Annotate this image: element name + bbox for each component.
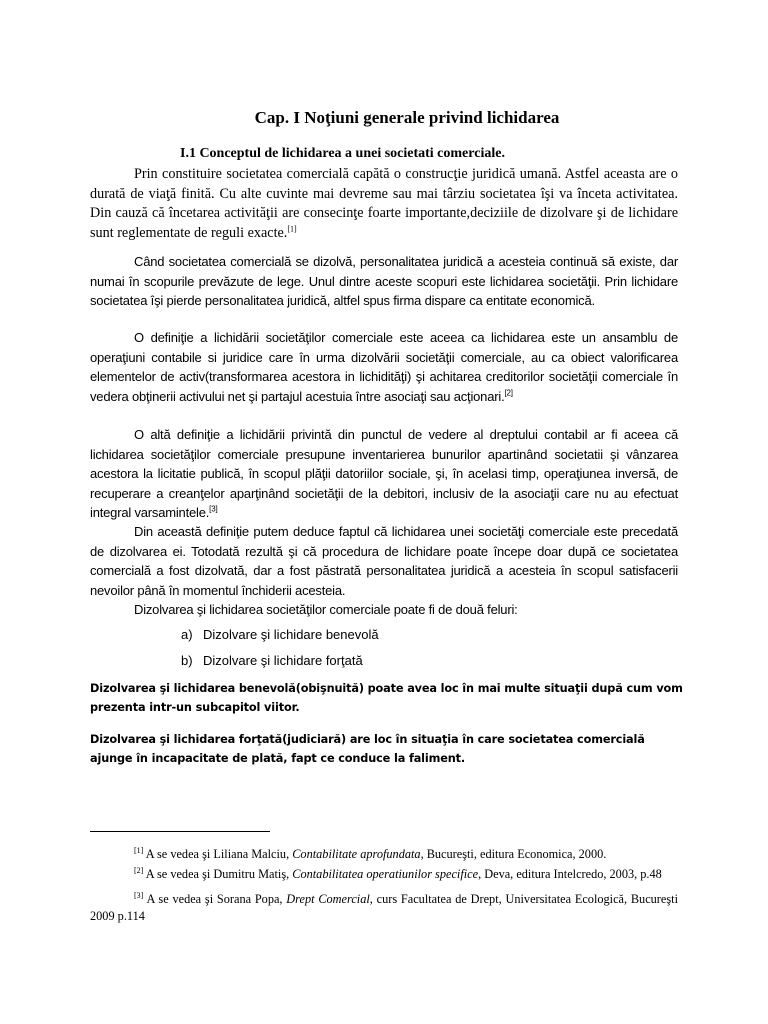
footnote-1-ref[interactable]: [1] [134,845,144,855]
footnote-2-pre: A se vedea şi Dumitru Matiş, [145,867,293,881]
footnote-1 [90,846,678,863]
paragraph-5: Din această definiţie putem deduce faptul că lichidarea unei societăţi comerciale este precedată de dizolvarea ei. Totodată rezultă şi că procedura de lichidare poate începe doar după ce societatea comercială a fost dizolvată, dar a fost păstrată personalitatea juridică a acesteia în scopul satisfacerii nevoilor până în momentul închiderii acesteia. [90,524,678,598]
footnote-1-pre: A se vedea şi Liliana Malciu, [145,847,293,861]
note-benevola: Dizolvarea şi lichidarea benevolă(obişnuită) poate avea loc în mai multe situaţii după cum vom prezenta intr-un subcapitol viitor. [90,682,683,714]
list-item-text: Dizolvare şi lichidare benevolă [203,627,379,642]
paragraph-4 [90,425,678,523]
paragraph-6: Dizolvarea şi lichidarea societăţilor comerciale poate fi de două feluri: [134,602,518,617]
footnote-3-title: Drept Comercial [286,892,370,906]
list-item [181,627,379,642]
footnote-separator [90,831,270,832]
note-fortata: Dizolvarea şi lichidarea forţată(judiciară) are loc în situaţia în care societatea comercială ajunge în incapacitate de plată, fapt ce conduce la faliment. [90,733,645,765]
footnote-1-title: Contabilitate aprofundata [292,847,421,861]
list-item-label: b) [181,653,193,668]
footnote-ref-1[interactable]: [1] [287,223,297,233]
footnote-3-pre: A se vedea şi Sorana Popa, [146,892,287,906]
footnote-1-post: , Bucureşti, editura Economica, 2000. [420,847,607,861]
paragraph-4-text: O altă definiţie a lichidării privintă din punctul de vedere al dreptului contabil ar fi aceea că lichidarea societăţilor comerciale presupune inventarierea bunurilor apartinând societatii şi vânzarea acestora la licitatie publică, în scopul plăţii datoriilor sociale, şi, în acelasi timp, operaţiunea inversă, de recuperare a creanţelor aparţinând societăţii de la debitori, inclusiv de la asociaţii care nu au efectuat integral varsamintele. [90,427,678,520]
paragraph-3 [90,328,678,406]
paragraph-3-text: O definiţie a lichidării societăţilor comerciale este aceea ca lichidarea este un ansamblu de operaţiuni contabile si juridice care în urma dizolvării societăţii comerciale, au ca obiect valorificarea elementelor de activ(transformarea acestora in lichidităţi) şi achitarea creditorilor societăţii comerciale în vedera obţinerii activului net şi partajul acestuia între asociaţi sau acţionari. [90,330,678,404]
footnote-ref-3[interactable]: [3] [209,504,218,514]
chapter-title: Cap. I Noţiuni generale privind lichidarea [254,108,560,127]
footnote-3 [90,891,678,925]
paragraph-1 [90,165,678,243]
list-item [181,653,363,668]
paragraph-1-text: Prin constituire societatea comercială capătă o construcţie juridică umană. Astfel aceasta are o durată de viaţă finită. Cu alte cuvinte mai devreme sau mai târziu societatea îşi va înceta activitatea. Din cauză că încetarea activităţii are consecinţe foarte importante,deciziile de dizolvare şi de lichidare sunt reglementate de reguli exacte. [90,166,678,241]
list-item-label: a) [181,627,193,642]
list-item-text: Dizolvare şi lichidare forţată [203,653,363,668]
footnote-3-ref[interactable]: [3] [134,890,144,900]
footnote-3-post: , curs Facultatea de Drept, Universitatea Ecologică, Bucureşti 2009 p.114 [90,892,678,923]
footnote-ref-2[interactable]: [2] [504,388,513,398]
footnote-2-ref[interactable]: [2] [134,865,144,875]
section-title: I.1 Conceptul de lichidarea a unei societati comerciale. [180,146,505,161]
paragraph-2: Când societatea comercială se dizolvă, personalitatea juridică a acesteia continuă să existe, dar numai în scopurile prevăzute de lege. Unul dintre aceste scopuri este lichidarea societăţii. Prin lichidare societatea îşi pierde personalitatea juridică, altfel spus firma dispare ca entitate economică. [90,254,678,308]
footnote-2 [90,866,678,883]
footnote-2-post: , Deva, editura Intelcredo, 2003, p.48 [478,867,662,881]
footnote-2-title: Contabilitatea operatiunilor specifice [292,867,479,881]
